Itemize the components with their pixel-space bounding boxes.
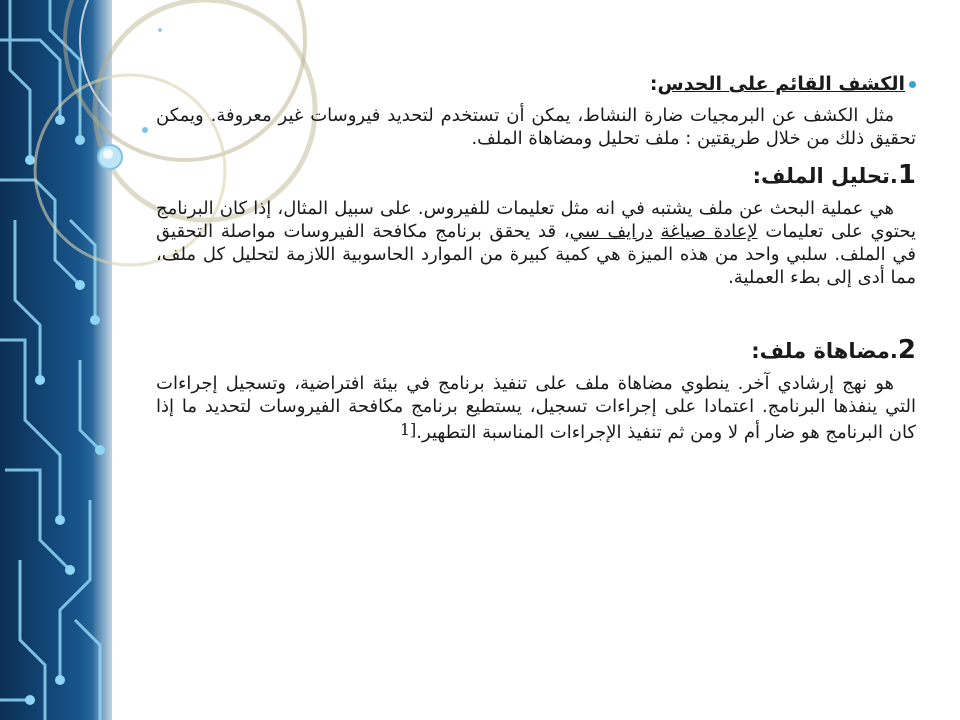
intro-paragraph-text: مثل الكشف عن البرمجيات ضارة النشاط، يمكن أن تستخدم لتحديد فيروسات غير معروفة. ويمكن تحقيق ذلك من خلال طريقتين : ملف تحليل ومضاهاة الملف.: [156, 105, 916, 149]
topic-title-colon: :: [649, 73, 658, 95]
section2-number: 2: [897, 335, 916, 365]
section2-text: هو نهج إرشادي آخر. ينطوي مضاهاة ملف على تنفيذ برنامج في بيئة افتراضية، وتسجيل إجراءات التي ينفذها البرنامج. اعتمادا على إجراءات تسجيل، يستطيع برنامج مكافحة الفيروسات لتحديد ما إذا كان البرنامج هو ضار أم لا ومن ثم تنفيذ الإجراءات المناسبة التطهير.: [156, 373, 916, 443]
bullet-icon: [909, 81, 916, 88]
link-reformat[interactable]: لإعادة صياغة: [660, 221, 758, 242]
section2-paragraph: [156, 372, 916, 444]
section2-heading: [156, 335, 916, 366]
reference-marker[interactable]: [1: [399, 420, 417, 439]
section2-title: .مضاهاة ملف:: [751, 339, 898, 363]
intro-paragraph: [156, 104, 916, 150]
section1-paragraph: [156, 197, 916, 289]
link-drive-c[interactable]: درايف سي: [569, 221, 653, 242]
topic-title-text: الكشف القائم على الحدس: [657, 73, 905, 95]
section1-number: 1: [897, 160, 916, 190]
section1-heading: [156, 160, 916, 191]
slide-content: [156, 70, 916, 454]
section1-text-part2: ، قد يحقق برنامج مكافحة الفيروسات مواصلة التحقيق في الملف. سلبي واحد من هذه الميزة هي كمية كبيرة من الموارد الحاسوبية اللازمة لتحليل كل ملف، مما أدى إلى بطء العملية.: [156, 221, 916, 288]
section1-title: .تحليل الملف:: [752, 164, 898, 188]
link-separator: [653, 221, 661, 242]
section1-text-part1: هي عملية البحث عن ملف يشتبه في انه مثل تعليمات للفيروس. على سبيل المثال، إذا كان البرنامج يحتوي على تعليمات: [156, 198, 916, 242]
topic-title: [156, 70, 916, 98]
